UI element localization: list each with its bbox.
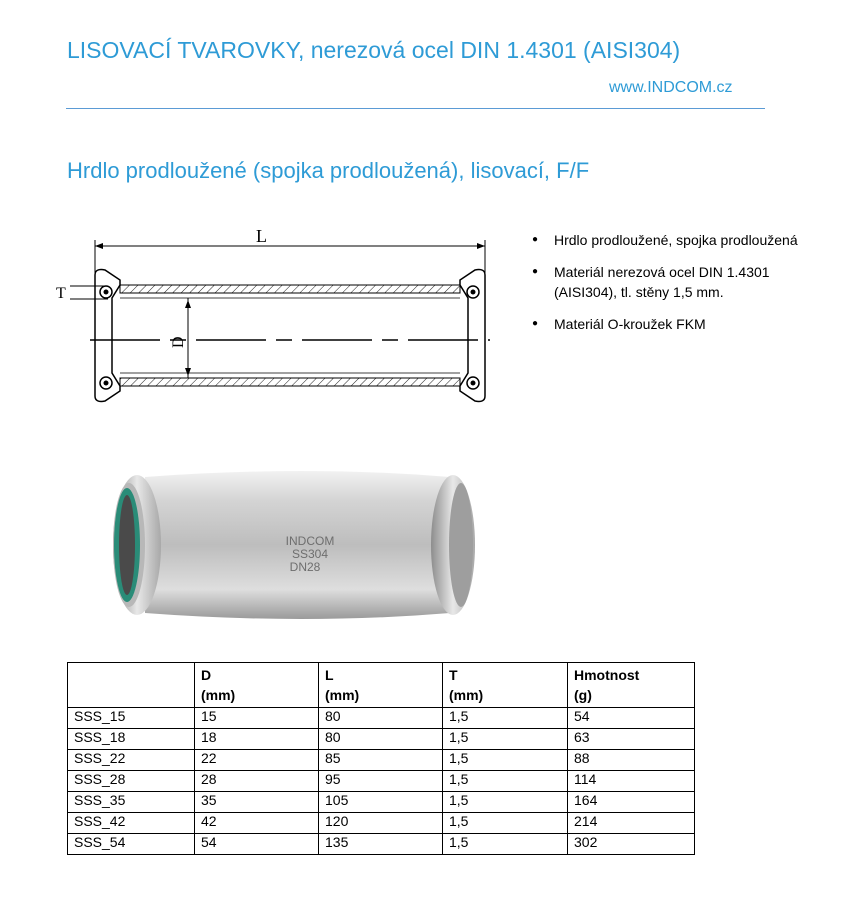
dimension-label-d: D <box>170 336 187 348</box>
header-cell <box>68 663 195 708</box>
table-row: SSS_54 54 135 1,5 302 <box>68 834 695 855</box>
technical-drawing <box>50 220 500 415</box>
table-row: SSS_28 28 95 1,5 114 <box>68 771 695 792</box>
marking-line: SS304 <box>291 547 329 561</box>
marking-line: DN28 <box>289 560 321 574</box>
table-row: SSS_42 42 120 1,5 214 <box>68 813 695 834</box>
product-photo <box>105 465 485 625</box>
feature-item: ● Materiál O-kroužek FKM <box>532 316 706 332</box>
website-link[interactable]: www.INDCOM.cz <box>609 79 733 96</box>
document-title: LISOVACÍ TVAROVKY, nerezová ocel DIN 1.4301 (AISI304) <box>67 37 681 63</box>
table-row: SSS_15 15 80 1,5 54 <box>68 708 695 729</box>
dimension-label-l: L <box>256 226 267 246</box>
tube-wall-bottom <box>120 378 460 386</box>
table-row: SSS_22 22 85 1,5 88 <box>68 750 695 771</box>
product-subtitle: Hrdlo prodloužené (spojka prodloužená), lisovací, F/F <box>67 158 590 183</box>
dimension-label-t: T <box>56 285 66 302</box>
tube-wall-top <box>120 285 460 293</box>
header-cell: Hmotnost (g) <box>568 663 695 708</box>
table-header-row <box>68 663 695 708</box>
header-cell: D (mm) <box>195 663 319 708</box>
header-cell: L (mm) <box>319 663 443 708</box>
feature-item: ● Materiál nerezová ocel DIN 1.4301 (AISI304), tl. stěny 1,5 mm. <box>532 264 770 300</box>
header-cell: T (mm) <box>443 663 568 708</box>
bullet-icon: ● <box>532 266 539 277</box>
bullet-icon: ● <box>532 234 539 245</box>
feature-item: ● Hrdlo prodloužené, spojka prodloužená <box>532 232 798 248</box>
specification-table <box>67 662 695 855</box>
table-row: SSS_35 35 105 1,5 164 <box>68 792 695 813</box>
header-divider <box>66 108 765 109</box>
table-row: SSS_18 18 80 1,5 63 <box>68 729 695 750</box>
bullet-icon: ● <box>532 318 539 329</box>
marking-line: INDCOM <box>285 534 335 548</box>
feature-list <box>530 230 810 346</box>
